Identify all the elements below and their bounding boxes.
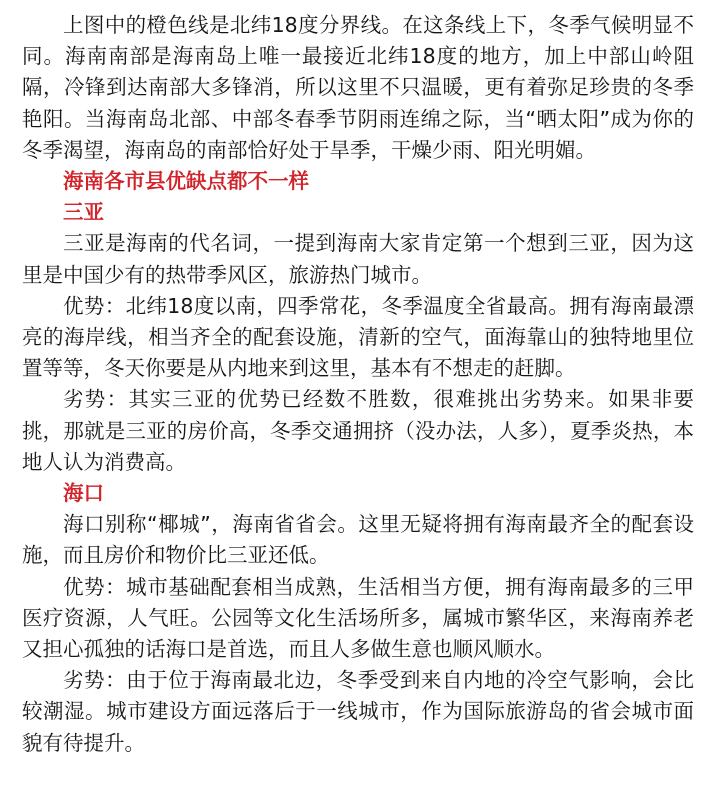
sanya-advantages: 优势：北纬18度以南，四季常花，冬季温度全省最高。拥有海南最漂亮的海岸线，相当齐全的配套设施，清新的空气，面海靠山的独特地里位置等等，冬天你要是从内地来到这里，基本有不想走的赶脚。 <box>22 293 694 381</box>
haikou-advantages: 优势：城市基础配套相当成熟，生活相当方便，拥有海南最多的三甲医疗资源，人气旺。公园等文化生活场所多，属城市繁华区，来海南养老又担心孤独的话海口是首选，而且人多做生意也顺风顺水。 <box>22 574 694 662</box>
section-heading: 海南各市县优缺点都不一样 <box>63 169 309 194</box>
sanya-heading: 三亚 <box>63 200 104 225</box>
haikou-disadvantages: 劣势：由于位于海南最北边，冬季受到来自内地的冷空气影响，会比较潮湿。城市建设方面远落后于一线城市，作为国际旅游岛的省会城市面貌有待提升。 <box>22 668 694 755</box>
sanya-disadvantages: 劣势：其实三亚的优势已经数不胜数，很难挑出劣势来。如果非要挑，那就是三亚的房价高，冬季交通拥挤（没办法，人多），夏季炎热，本地人认为消费高。 <box>22 387 694 474</box>
article <box>22 10 694 759</box>
intro-paragraph: 上图中的橙色线是北纬18度分界线。在这条线上下，冬季气候明显不同。海南南部是海南岛上唯一最接近北纬18度的地方，加上中部山岭阻隔，冷锋到达南部大多锋消，所以这里不只温暖，更有着弥足珍贵的冬季艳阳。当海南岛北部、中部冬春季节阴雨连绵之际，当“晒太阳”成为你的冬季渴望，海南岛的南部恰好处于旱季，干燥少雨、阳光明媚。 <box>22 13 694 162</box>
sanya-description: 三亚是海南的代名词，一提到海南大家肯定第一个想到三亚，因为这里是中国少有的热带季风区，旅游热门城市。 <box>22 231 694 287</box>
haikou-description: 海口别称“椰城”，海南省省会。这里无疑将拥有海南最齐全的配套设施，而且房价和物价比三亚还低。 <box>22 512 694 568</box>
haikou-heading: 海口 <box>63 481 104 506</box>
